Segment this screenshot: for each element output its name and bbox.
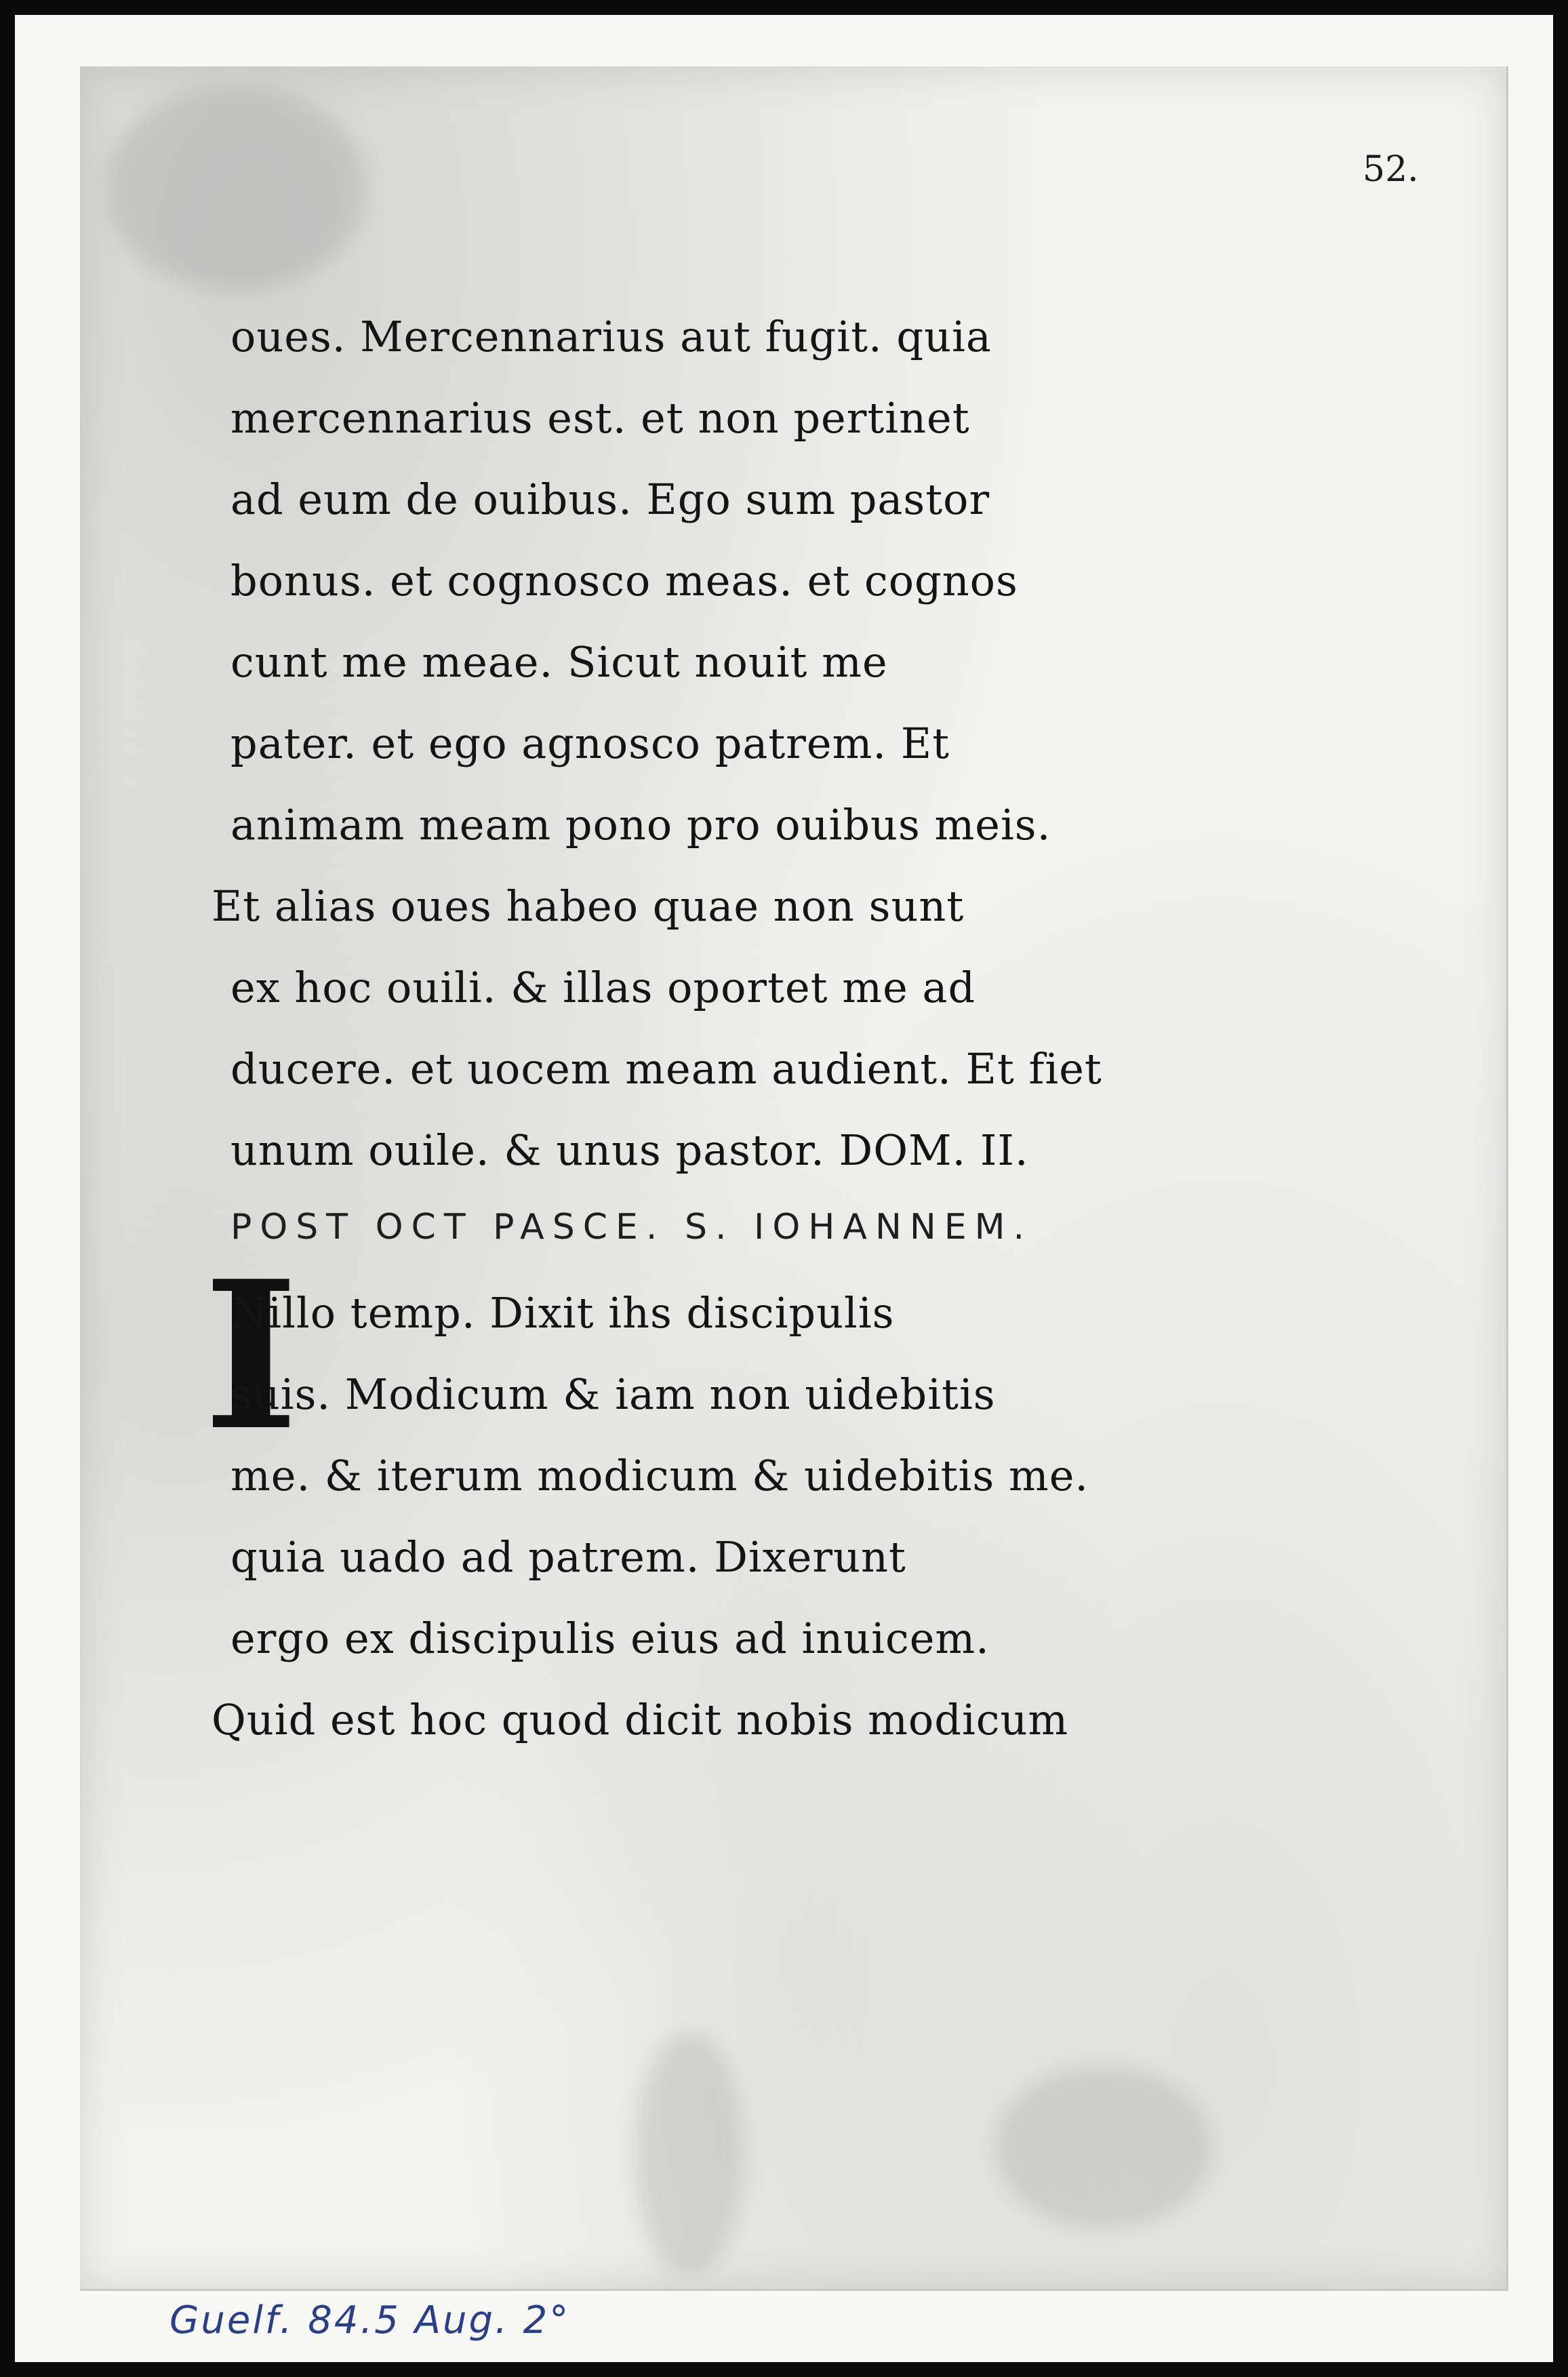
text-line: oues. Mercennarius aut fugit. quia — [230, 312, 992, 361]
text-line: Et alias oues habeo quae non sunt — [212, 881, 965, 931]
text-line: ad eum de ouibus. Ego sum pastor — [230, 475, 990, 524]
folio-number: 52. — [1363, 149, 1419, 190]
foxing-stain — [636, 2033, 744, 2277]
foxing-stain — [107, 87, 365, 290]
decorated-initial: I — [203, 1236, 299, 1475]
foxing-stain — [995, 2066, 1212, 2229]
text-line: ergo ex discipulis eius ad inuicem. — [230, 1614, 990, 1663]
text-line: suis. Modicum & iam non uidebitis — [230, 1370, 996, 1419]
text-line: Quid est hoc quod dicit nobis modicum — [212, 1695, 1069, 1744]
text-line: pater. et ego agnosco patrem. Et — [230, 719, 950, 768]
text-line: cunt me meae. Sicut nouit me — [230, 637, 888, 687]
text-line: me. & iterum modicum & uidebitis me. — [230, 1451, 1089, 1500]
text-line: quia uado ad patrem. Dixerunt — [230, 1532, 906, 1582]
text-line: unum ouile. & unus pastor. DOM. II. — [230, 1125, 1029, 1175]
text-line: ex hoc ouili. & illas oportet me ad — [230, 963, 976, 1012]
text-line: bonus. et cognosco meas. et cognos — [230, 556, 1018, 605]
text-line: animam meam pono pro ouibus meis. — [230, 800, 1051, 850]
text-line: ducere. et uocem meam audient. Et fiet — [230, 1044, 1102, 1094]
rubric-line: POST OCT PASCE. S. IOHANNEM. — [230, 1207, 1033, 1247]
shelfmark-annotation: Guelf. 84.5 Aug. 2° — [169, 2298, 571, 2342]
text-line: mercennarius est. et non pertinet — [230, 393, 970, 443]
text-line: Nillo temp. Dixit ihs discipulis — [230, 1288, 895, 1338]
